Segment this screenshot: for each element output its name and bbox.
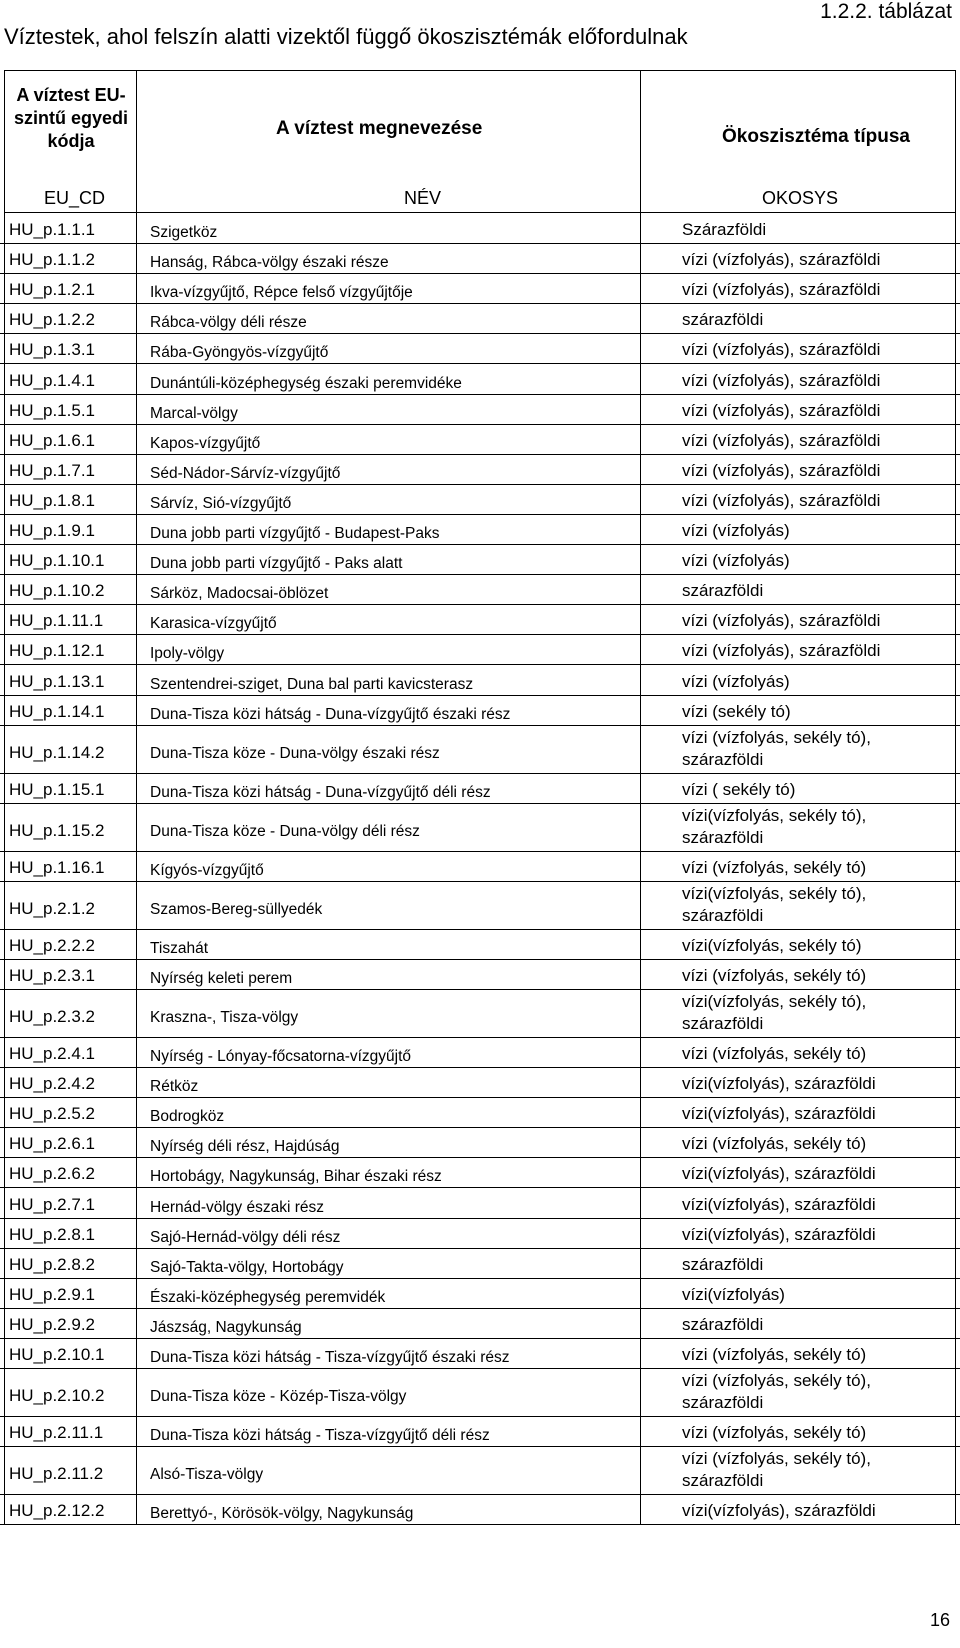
- row-type-line: vízi (vízfolyás, sekély tó): [682, 1345, 867, 1364]
- row-ecosystem-type: [682, 1314, 763, 1336]
- row-name: Duna-Tisza köze - Közép-Tisza-völgy: [150, 1388, 407, 1405]
- row-name: Nyírség - Lónyay-főcsatorna-vízgyűjtő: [150, 1048, 412, 1066]
- table-row: [0, 1339, 960, 1369]
- row-type-line: vízi (vízfolyás, sekély tó): [682, 1423, 867, 1443]
- row-code: HU_p.2.7.1: [9, 1194, 95, 1214]
- table-row: [0, 1249, 960, 1279]
- row-type-line: vízi (vízfolyás, sekély tó): [682, 1134, 867, 1154]
- table-row: [0, 395, 960, 425]
- row-ecosystem-type: [682, 370, 880, 392]
- table-row: [0, 1098, 960, 1128]
- table-row: [0, 1068, 960, 1098]
- row-code: HU_p.2.11.2: [9, 1464, 104, 1484]
- table-row: [0, 1158, 960, 1188]
- table-row: [0, 960, 960, 990]
- row-name: Nyírség déli rész, Hajdúság: [150, 1138, 340, 1156]
- table-row: [0, 930, 960, 960]
- row-ecosystem-type: [682, 219, 766, 241]
- header-code-column: A víztest EU-szintű egyedi kódja: [13, 85, 129, 151]
- row-name: Dunántúli-középhegység északi peremvidéke: [150, 374, 462, 392]
- row-type-line: vízi (vízfolyás), szárazföldi: [682, 641, 881, 661]
- header-type-column: Ökoszisztéma típusa: [722, 126, 910, 147]
- row-type-line: vízi (vízfolyás, sekély tó),: [682, 1371, 871, 1390]
- table-row: [0, 455, 960, 485]
- row-type-line: vízi(vízfolyás), szárazföldi: [682, 1194, 876, 1214]
- row-name: Sajó-Takta-völgy, Hortobágy: [150, 1258, 344, 1276]
- row-name: Rétköz: [150, 1078, 199, 1096]
- table-row: [0, 605, 960, 635]
- table-row: [0, 304, 960, 334]
- row-type-line: vízi (vízfolyás, sekély tó),: [682, 727, 871, 747]
- table-row: [0, 244, 960, 274]
- row-type-line: szárazföldi: [682, 1314, 764, 1334]
- table-row: [0, 774, 960, 804]
- row-type-line: vízi(vízfolyás, sekély tó),: [682, 805, 867, 825]
- table-row: [0, 1188, 960, 1218]
- row-type-line: vízi (vízfolyás), szárazföldi: [682, 370, 881, 390]
- row-ecosystem-type: [682, 1133, 866, 1155]
- row-code: HU_p.1.4.1: [9, 370, 95, 390]
- table-row: [0, 425, 960, 455]
- row-ecosystem-type: [682, 610, 880, 632]
- row-name: Nyírség keleti perem: [150, 969, 293, 987]
- row-code: HU_p.2.3.2: [9, 1006, 95, 1026]
- row-ecosystem-type: [682, 490, 880, 512]
- row-name: Északi-középhegység peremvidék: [150, 1288, 386, 1306]
- row-code: HU_p.2.9.2: [9, 1314, 95, 1334]
- row-code: HU_p.1.1.1: [9, 220, 95, 240]
- row-code: HU_p.2.4.1: [9, 1044, 95, 1064]
- row-ecosystem-type: [682, 1284, 785, 1306]
- table-row: [0, 990, 960, 1038]
- row-code: HU_p.2.1.2: [9, 898, 95, 918]
- row-ecosystem-type: [682, 965, 866, 987]
- row-type-line: szárazföldi: [682, 1254, 764, 1274]
- row-name: Duna-Tisza közi hátság - Duna-vízgyűjtő déli rész: [150, 783, 491, 801]
- row-code: HU_p.1.2.1: [9, 280, 95, 300]
- table-row: [0, 334, 960, 364]
- row-name: Kígyós-vízgyűjtő: [150, 861, 264, 879]
- subheader-type: OKOSYS: [762, 188, 839, 208]
- row-ecosystem-type: [682, 1254, 763, 1276]
- row-name: Alsó-Tisza-völgy: [150, 1466, 264, 1484]
- row-ecosystem-type: [682, 339, 880, 361]
- row-name: Séd-Nádor-Sárvíz-vízgyűjtő: [150, 464, 341, 482]
- row-type-line: vízi(vízfolyás, sekély tó),: [682, 991, 867, 1011]
- row-ecosystem-type: [682, 805, 866, 849]
- row-code: HU_p.1.1.2: [9, 250, 95, 270]
- row-ecosystem-type: [682, 935, 862, 957]
- row-type-line: vízi (vízfolyás), szárazföldi: [682, 460, 881, 480]
- row-name: Marcal-völgy: [150, 404, 238, 422]
- row-ecosystem-type: [682, 727, 871, 771]
- row-ecosystem-type: [682, 520, 790, 542]
- table-row: [0, 696, 960, 726]
- row-name: Duna-Tisza közi hátság - Tisza-vízgyűjtő déli rész: [150, 1427, 490, 1445]
- row-code: HU_p.1.6.1: [9, 430, 95, 450]
- row-type-line: vízi (vízfolyás): [682, 671, 790, 691]
- header-top-rule: [4, 70, 956, 71]
- row-code: HU_p.1.10.1: [9, 551, 105, 571]
- row-code: HU_p.2.8.2: [9, 1254, 95, 1274]
- row-name: Duna-Tisza közi hátság - Duna-vízgyűjtő északi rész: [150, 705, 511, 723]
- row-ecosystem-type: [682, 1043, 866, 1065]
- row-type-line: vízi (vízfolyás, sekély tó): [682, 965, 867, 985]
- header-name-column: A víztest megnevezése: [276, 118, 483, 139]
- row-type-line: vízi (vízfolyás), szárazföldi: [682, 340, 881, 360]
- row-type-line: vízi (vízfolyás), szárazföldi: [682, 611, 881, 631]
- table-row: [0, 726, 960, 774]
- row-name: Duna jobb parti vízgyűjtő - Budapest-Paks: [150, 525, 440, 543]
- row-type-line: vízi ( sekély tó): [682, 779, 796, 799]
- row-name: Berettyó-, Körösök-völgy, Nagykunság: [150, 1505, 414, 1523]
- row-type-line: vízi(vízfolyás), szárazföldi: [682, 1224, 876, 1244]
- row-ecosystem-type: [682, 701, 791, 723]
- row-name: Sajó-Hernád-völgy déli rész: [150, 1228, 341, 1246]
- row-type-line-2: szárazföldi: [682, 1013, 764, 1033]
- row-code: HU_p.1.5.1: [9, 400, 95, 420]
- row-ecosystem-type: [682, 1344, 866, 1366]
- row-type-line: vízi (vízfolyás), szárazföldi: [682, 490, 881, 510]
- table-row: [0, 852, 960, 882]
- row-type-line: vízi (vízfolyás), szárazföldi: [682, 430, 881, 450]
- row-name: Duna-Tisza köze - Duna-völgy déli rész: [150, 822, 420, 840]
- row-ecosystem-type: [682, 857, 866, 879]
- row-ecosystem-type: [682, 779, 795, 801]
- row-name: Szigetköz: [150, 224, 218, 242]
- table-row: [0, 1279, 960, 1309]
- row-code: HU_p.1.9.1: [9, 521, 95, 541]
- table-row: [0, 364, 960, 394]
- row-name: Hanság, Rábca-völgy északi része: [150, 254, 389, 272]
- table-row: [0, 1309, 960, 1339]
- row-type-line: vízi(vízfolyás), szárazföldi: [682, 1164, 876, 1184]
- row-name: Karasica-vízgyűjtő: [150, 615, 277, 633]
- row-type-line: vízi (vízfolyás), szárazföldi: [682, 250, 881, 270]
- table-row: [0, 1447, 960, 1495]
- row-name: Hortobágy, Nagykunság, Bihar északi rész: [150, 1168, 442, 1186]
- row-type-line: vízi (vízfolyás, sekély tó): [682, 857, 867, 877]
- row-type-line: vízi(vízfolyás), szárazföldi: [682, 1501, 876, 1521]
- row-code: HU_p.1.16.1: [9, 857, 105, 877]
- row-name: Rába-Gyöngyös-vízgyűjtő: [150, 344, 329, 362]
- page-number: 16: [929, 1610, 950, 1630]
- row-type-line: vízi (vízfolyás): [682, 521, 790, 541]
- row-name: Szamos-Bereg-süllyedék: [150, 900, 323, 918]
- row-type-line: szárazföldi: [682, 581, 764, 601]
- row-type-line: vízi (vízfolyás): [682, 551, 790, 571]
- row-code: HU_p.2.10.1: [9, 1345, 105, 1364]
- row-ecosystem-type: [682, 1370, 871, 1414]
- row-code: HU_p.2.6.1: [9, 1134, 95, 1154]
- row-name: Duna jobb parti vízgyűjtő - Paks alatt: [150, 555, 403, 573]
- document-title: Víztestek, ahol felszín alatti vizektől függő ökoszisztémák előfordulnak: [4, 24, 688, 49]
- row-code: HU_p.2.8.1: [9, 1224, 95, 1244]
- row-name: Szentendrei-sziget, Duna bal parti kavicsterasz: [150, 675, 474, 693]
- table-row: [0, 1369, 960, 1417]
- row-code: HU_p.1.11.1: [9, 611, 104, 631]
- row-ecosystem-type: [682, 279, 880, 301]
- row-code: HU_p.1.14.2: [9, 742, 105, 762]
- row-ecosystem-type: [682, 1448, 871, 1492]
- row-name: Tiszahát: [150, 939, 209, 957]
- row-name: Sárvíz, Sió-vízgyűjtő: [150, 494, 292, 512]
- row-ecosystem-type: [682, 883, 866, 927]
- row-name: Bodrogköz: [150, 1108, 225, 1126]
- table-row: [0, 665, 960, 695]
- row-code: HU_p.1.10.2: [9, 581, 105, 601]
- row-ecosystem-type: [682, 309, 763, 331]
- row-name: Ikva-vízgyűjtő, Répce felső vízgyűjtője: [150, 284, 413, 302]
- row-code: HU_p.2.5.2: [9, 1104, 95, 1124]
- row-type-line: vízi(vízfolyás): [682, 1284, 785, 1304]
- table-row: [0, 515, 960, 545]
- row-type-line: vízi(vízfolyás), szárazföldi: [682, 1104, 876, 1124]
- table-row: [0, 214, 960, 244]
- table-row: [0, 882, 960, 930]
- table-row: [0, 1417, 960, 1447]
- row-ecosystem-type: [682, 400, 880, 422]
- row-ecosystem-type: [682, 580, 763, 602]
- table-row: [0, 274, 960, 304]
- row-code: HU_p.1.7.1: [9, 460, 95, 480]
- row-type-line: vízi (vízfolyás, sekély tó),: [682, 1449, 871, 1469]
- row-name: Kraszna-, Tisza-völgy: [150, 1008, 299, 1026]
- row-ecosystem-type: [682, 1224, 876, 1246]
- row-code: HU_p.1.12.1: [9, 641, 105, 661]
- table-row: [0, 1219, 960, 1249]
- table-number: 1.2.2. táblázat: [820, 0, 952, 23]
- row-type-line-2: szárazföldi: [682, 1471, 764, 1491]
- row-name: Duna-Tisza köze - Duna-völgy északi rész: [150, 744, 440, 762]
- row-ecosystem-type: [682, 991, 866, 1035]
- row-ecosystem-type: [682, 1194, 876, 1216]
- table-row: [0, 545, 960, 575]
- row-code: HU_p.2.10.2: [9, 1386, 105, 1405]
- table-row: [0, 1128, 960, 1158]
- subheader-name: NÉV: [404, 188, 442, 208]
- table-row: [0, 1495, 960, 1525]
- row-name: Duna-Tisza közi hátság - Tisza-vízgyűjtő északi rész: [150, 1349, 510, 1366]
- row-ecosystem-type: [682, 1163, 876, 1185]
- row-type-line: vízi(vízfolyás), szárazföldi: [682, 1074, 876, 1094]
- row-code: HU_p.2.9.1: [9, 1284, 95, 1304]
- row-type-line: vízi(vízfolyás, sekély tó): [682, 935, 862, 955]
- row-code: HU_p.1.15.2: [9, 820, 105, 840]
- row-ecosystem-type: [682, 460, 880, 482]
- row-type-line-2: szárazföldi: [682, 827, 764, 847]
- row-name: Sárköz, Madocsai-öblözet: [150, 585, 329, 603]
- row-ecosystem-type: [682, 550, 790, 572]
- row-ecosystem-type: [682, 430, 880, 452]
- row-type-line-2: szárazföldi: [682, 749, 764, 769]
- row-code: HU_p.1.8.1: [9, 490, 95, 510]
- row-type-line: vízi (sekély tó): [682, 701, 791, 721]
- row-ecosystem-type: [682, 671, 790, 693]
- row-type-line: Szárazföldi: [682, 220, 767, 240]
- row-code: HU_p.2.11.1: [9, 1423, 104, 1443]
- row-code: HU_p.1.13.1: [9, 671, 105, 691]
- table-body: [0, 214, 960, 1525]
- row-name: Rábca-völgy déli része: [150, 314, 307, 332]
- row-type-line: vízi (vízfolyás), szárazföldi: [682, 280, 881, 300]
- row-name: Hernád-völgy északi rész: [150, 1198, 325, 1216]
- row-code: HU_p.1.14.1: [9, 701, 105, 721]
- row-ecosystem-type: [682, 1103, 876, 1125]
- table-row: [0, 804, 960, 852]
- row-code: HU_p.2.6.2: [9, 1164, 95, 1184]
- row-type-line-2: szárazföldi: [682, 1393, 764, 1412]
- row-name: Ipoly-völgy: [150, 645, 225, 663]
- table-row: [0, 1038, 960, 1068]
- row-code: HU_p.2.4.2: [9, 1074, 95, 1094]
- row-type-line-2: szárazföldi: [682, 905, 764, 925]
- row-name: Jászság, Nagykunság: [150, 1318, 302, 1336]
- table-row: [0, 485, 960, 515]
- subheader-rule: [4, 212, 956, 213]
- row-ecosystem-type: [682, 1500, 876, 1522]
- row-code: HU_p.1.2.2: [9, 310, 95, 330]
- row-type-line: szárazföldi: [682, 310, 764, 330]
- table-row: [0, 635, 960, 665]
- row-code: HU_p.2.12.2: [9, 1501, 105, 1521]
- table-row: [0, 575, 960, 605]
- row-name: Kapos-vízgyűjtő: [150, 434, 261, 452]
- row-type-line: vízi (vízfolyás), szárazföldi: [682, 400, 881, 420]
- row-code: HU_p.1.3.1: [9, 340, 95, 360]
- row-type-line: vízi (vízfolyás, sekély tó): [682, 1044, 867, 1064]
- row-code: HU_p.2.3.1: [9, 965, 95, 985]
- row-code: HU_p.1.15.1: [9, 779, 105, 799]
- row-ecosystem-type: [682, 1422, 866, 1444]
- subheader-code: EU_CD: [44, 188, 106, 208]
- row-type-line: vízi(vízfolyás, sekély tó),: [682, 883, 867, 903]
- row-code: HU_p.2.2.2: [9, 935, 95, 955]
- row-ecosystem-type: [682, 1073, 876, 1095]
- row-ecosystem-type: [682, 249, 880, 271]
- row-ecosystem-type: [682, 640, 880, 662]
